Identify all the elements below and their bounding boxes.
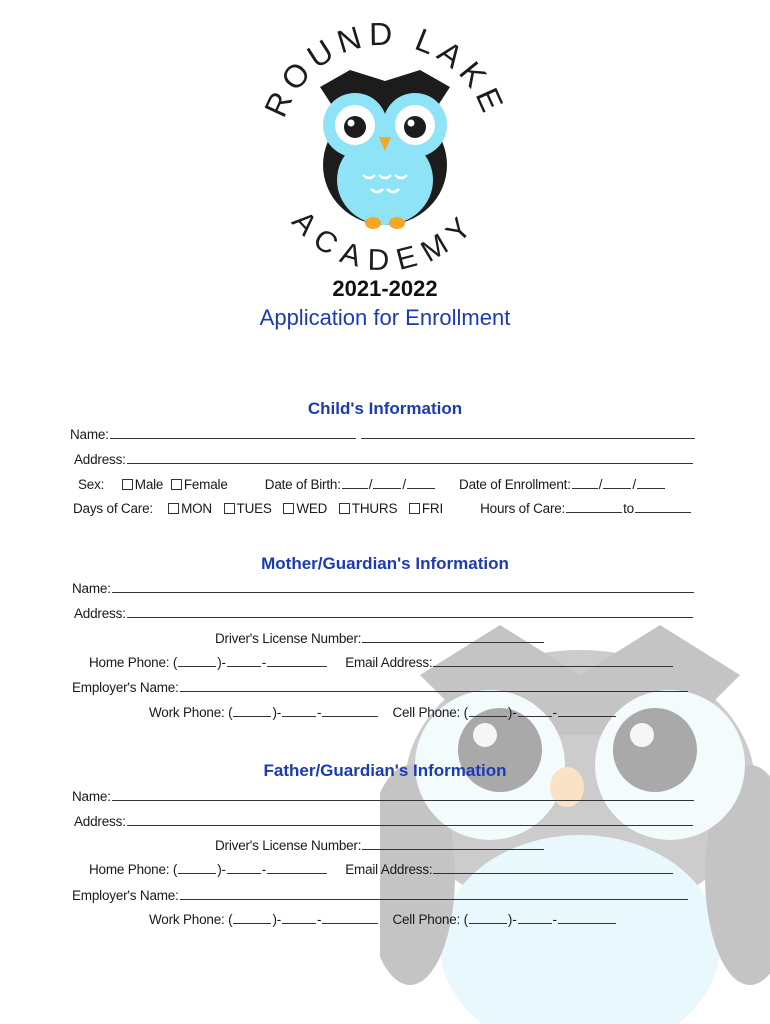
father-section-heading: Father/Guardian's Information (263, 761, 507, 780)
mother-section-heading: Mother/Guardian's Information (261, 554, 509, 573)
father-phone-row: Home Phone: ( )- - Email Address: (89, 861, 674, 877)
hours-label: Hours of Care: (480, 501, 566, 516)
child-address-label: Address: (74, 452, 126, 467)
mother-email-field[interactable] (433, 654, 673, 667)
father-email-field[interactable] (433, 861, 673, 874)
mother-home-area-field[interactable] (178, 654, 216, 667)
logo-arc-bottom: ACADEMY (285, 204, 485, 275)
sex-male-checkbox[interactable] (122, 479, 133, 490)
doe-label: Date of Enrollment: (459, 477, 571, 492)
mother-address-label: Address: (74, 606, 126, 621)
mother-address-row (74, 605, 694, 621)
doe-year-field[interactable] (637, 476, 665, 489)
mother-work-area-field[interactable] (233, 704, 271, 717)
dob-month-field[interactable] (342, 476, 368, 489)
child-name-row (70, 426, 696, 442)
day-thurs-label: THURS (351, 501, 398, 516)
sex-male-label: Male (134, 477, 164, 492)
child-days-row (73, 500, 692, 516)
dob-label: Date of Birth: (264, 477, 341, 492)
day-thurs-checkbox[interactable] (339, 503, 350, 514)
father-name-row (72, 788, 695, 804)
day-fri-label: FRI (421, 501, 443, 516)
day-mon-checkbox[interactable] (168, 503, 179, 514)
mother-cell-prefix-field[interactable] (518, 704, 552, 717)
day-tues-label: TUES (236, 501, 272, 516)
mother-cell-phone-label: Cell Phone: ( (392, 705, 468, 720)
child-address-field[interactable] (127, 451, 693, 464)
father-license-row (215, 837, 545, 853)
mother-work-line-field[interactable] (322, 704, 378, 717)
doe-month-field[interactable] (572, 476, 598, 489)
mother-license-row (215, 630, 545, 646)
father-employer-row (72, 887, 689, 903)
mother-cell-area-field[interactable] (469, 704, 507, 717)
mother-address-field[interactable] (127, 605, 693, 618)
dob-day-field[interactable] (373, 476, 401, 489)
father-home-prefix-field[interactable] (227, 861, 261, 874)
mother-work-row: Work Phone: ( )- - Cell Phone: ( )- - (149, 704, 617, 720)
mother-cell-line-field[interactable] (558, 704, 616, 717)
mother-employer-label: Employer's Name: (72, 680, 179, 695)
father-work-prefix-field[interactable] (282, 911, 316, 924)
child-first-name-field[interactable] (110, 426, 356, 439)
mother-license-label: Driver's License Number: (215, 631, 362, 646)
father-address-row (74, 813, 694, 829)
days-label: Days of Care: (73, 501, 153, 516)
father-cell-line-field[interactable] (558, 911, 616, 924)
mother-employer-field[interactable] (180, 679, 688, 692)
sex-label: Sex: (78, 477, 105, 492)
father-address-field[interactable] (127, 813, 693, 826)
child-sex-dob-row: Sex: Male Female Date of Birth: / / Date of Enrollment: / / (78, 476, 666, 492)
hours-to-label: to (623, 501, 634, 516)
mother-employer-row (72, 679, 689, 695)
logo-arc-top: ROUND LAKE (257, 15, 513, 123)
hours-to-field[interactable] (635, 500, 691, 513)
mother-name-row (72, 580, 695, 596)
page-title: Application for Enrollment (259, 305, 511, 330)
father-employer-field[interactable] (180, 887, 688, 900)
father-license-field[interactable] (362, 837, 544, 850)
father-home-phone-label: Home Phone: ( (89, 862, 178, 877)
child-last-name-field[interactable] (361, 426, 695, 439)
sex-female-checkbox[interactable] (171, 479, 182, 490)
child-section-heading: Child's Information (307, 399, 463, 418)
father-home-area-field[interactable] (178, 861, 216, 874)
mother-license-field[interactable] (362, 630, 544, 643)
day-wed-label: WED (296, 501, 328, 516)
father-work-area-field[interactable] (233, 911, 271, 924)
father-cell-phone-label: Cell Phone: ( (392, 912, 468, 927)
day-wed-checkbox[interactable] (283, 503, 294, 514)
father-work-row: Work Phone: ( )- - Cell Phone: ( )- - (149, 911, 617, 927)
round-lake-academy-logo (255, 15, 515, 275)
mother-work-prefix-field[interactable] (282, 704, 316, 717)
father-cell-prefix-field[interactable] (518, 911, 552, 924)
dob-year-field[interactable] (407, 476, 435, 489)
hours-from-field[interactable] (566, 500, 622, 513)
father-email-label: Email Address: (345, 862, 433, 877)
mother-home-prefix-field[interactable] (227, 654, 261, 667)
father-cell-area-field[interactable] (469, 911, 507, 924)
mother-home-phone-label: Home Phone: ( (89, 655, 178, 670)
mother-email-label: Email Address: (345, 655, 433, 670)
father-name-field[interactable] (112, 788, 694, 801)
mother-home-line-field[interactable] (267, 654, 327, 667)
child-name-label: Name: (70, 427, 109, 442)
sex-female-label: Female (183, 477, 228, 492)
day-fri-checkbox[interactable] (409, 503, 420, 514)
day-tues-checkbox[interactable] (224, 503, 235, 514)
day-mon-label: MON (181, 501, 212, 516)
father-name-label: Name: (72, 789, 111, 804)
mother-name-field[interactable] (112, 580, 694, 593)
mother-work-phone-label: Work Phone: ( (149, 705, 233, 720)
father-employer-label: Employer's Name: (72, 888, 179, 903)
father-license-label: Driver's License Number: (215, 838, 362, 853)
doe-day-field[interactable] (603, 476, 631, 489)
father-work-line-field[interactable] (322, 911, 378, 924)
mother-name-label: Name: (72, 581, 111, 596)
father-home-line-field[interactable] (267, 861, 327, 874)
father-work-phone-label: Work Phone: ( (149, 912, 233, 927)
school-year: 2021-2022 (332, 276, 438, 301)
mother-phone-row: Home Phone: ( )- - Email Address: (89, 654, 674, 670)
child-address-row (74, 451, 694, 467)
father-address-label: Address: (74, 814, 126, 829)
